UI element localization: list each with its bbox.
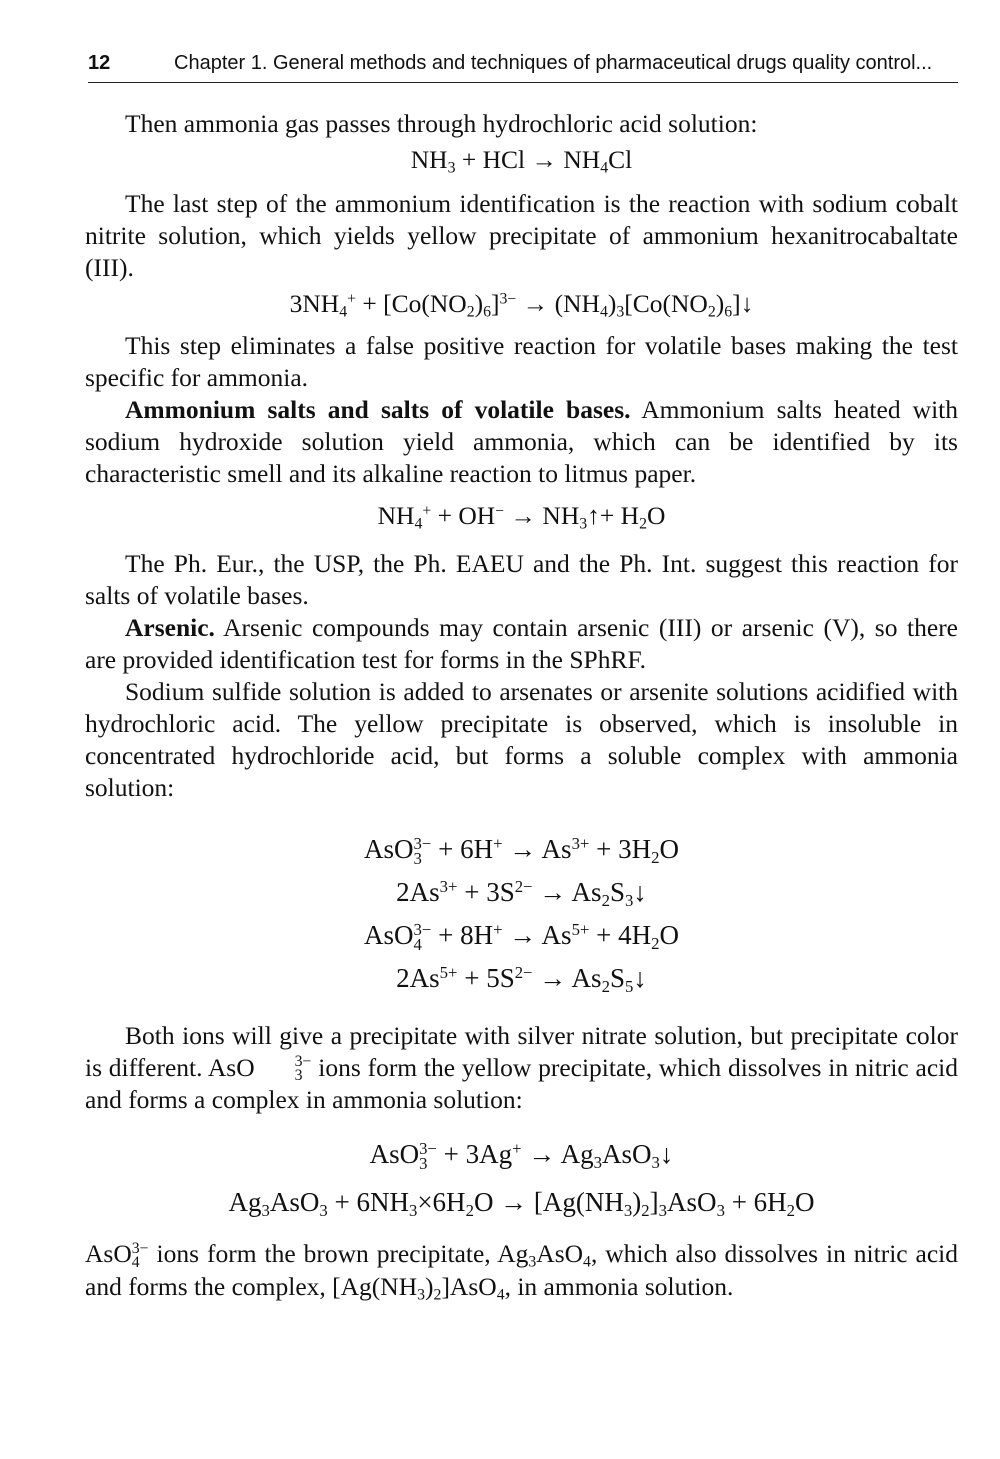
equation-block-silver: AsO 3− 3 + $3Ag^+ \to Ag_3AsO_3↓$ $Ag_3AsO_3 + 6NH_3\times 6H_2O \to [Ag(NH_3)_2]_3AsO_3 + 6H_2O$ [228, 1139, 815, 1221]
page-header [88, 50, 958, 83]
equation-ammonia-hcl: $NH_3$ + HCl → $NH_4Cl$ [410, 145, 633, 177]
equation-block-arsenic: AsO 3− 3 + $6H^+ \to As^{3+} + 3H_2O$ $2As^{3+} + 3S^{2-}$ → $As_2S_3↓$ AsO 3− 4 + $8H^+ \to As^{5+} + 4H_2O$ $2As^{5+} + 5S^{2-}$ → $As_2S_5↓$ [364, 833, 679, 997]
page-body [85, 108, 958, 1303]
run-in-heading: Arsenic. [125, 613, 215, 642]
paragraph: This step eliminates a false positive reaction for volatile bases making the test specific for ammonia. [85, 331, 958, 392]
paragraph: The Ph. Eur., the USP, the Ph. EAEU and the Ph. Int. suggest this reaction for salts of volatile bases. [85, 549, 958, 610]
paragraph: Ammonium salts and salts of volatile bases. Ammonium salts heated with sodium hydroxide solution yield ammonia, which can be identified by its characteristic smell and its alkaline reaction to litmus paper. [85, 395, 959, 488]
page-number: 12 [88, 52, 111, 74]
paragraph: AsO 3− 4 ions form the brown precipitate, $Ag_3AsO_4$, which also dissolves in nitric acid and forms the complex, $[Ag(NH_3)_2]AsO_4$, in ammonia solution. [85, 1239, 959, 1304]
running-title: Chapter 1. General methods and techniques of pharmaceutical drugs quality control... [174, 52, 933, 74]
paragraph: Then ammonia gas passes through hydrochloric acid solution: [125, 109, 758, 138]
paragraph: Sodium sulfide solution is added to arsenates or arsenite solutions acidified with hydrochloric acid. The yellow precipitate is observed, which is insoluble in concentrated hydrochloride acid, but forms a soluble complex with ammonia solution: [85, 677, 958, 802]
paragraph: Arsenic. Arsenic compounds may contain arsenic (III) or arsenic (V), so there are provided identification test for forms in the SPhRF. [85, 613, 959, 674]
paragraph: The last step of the ammonium identification is the reaction with sodium cobalt nitrite solution, which yields yellow precipitate of ammonium hexanitrocabaltate (III). [85, 189, 958, 282]
equation-ammonium-hydroxide: $NH_4^+ + OH^-$ → $NH_3↑+ H_2O$ [377, 501, 666, 533]
run-in-heading: Ammonium salts and salts of volatile bases. [125, 395, 631, 424]
paragraph: Both ions will give a precipitate with silver nitrate solution, but precipitate color is different. AsO 3− 3 ions form the yellow precipitate, which dissolves in nitric acid and forms a complex in ammonia solution: [85, 1021, 958, 1115]
equation-cobalt-nitrite: $3NH_4^+ + [Co(NO_2)_6]^{3-}$ → $(NH_4)_3[Co(NO_2)_6]↓$ [289, 289, 754, 321]
